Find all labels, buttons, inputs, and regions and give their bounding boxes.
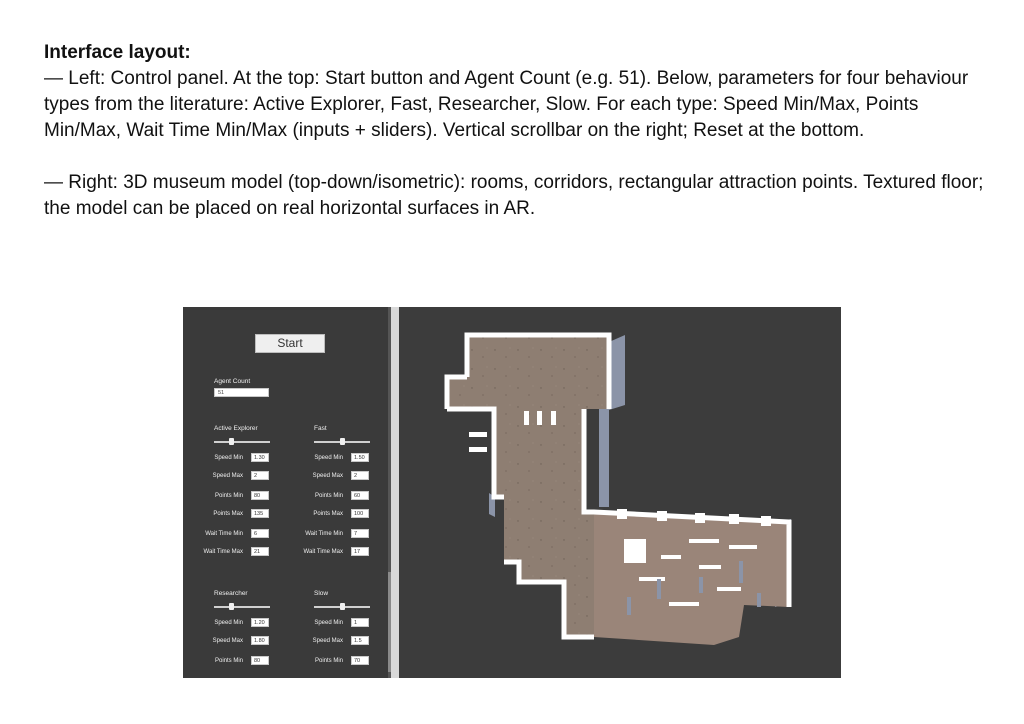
- param-label: Speed Min: [214, 620, 243, 626]
- description-text: [44, 40, 994, 222]
- slider-track[interactable]: [214, 606, 270, 608]
- param-label: Speed Max: [312, 638, 343, 644]
- description-right-panel: — Right: 3D museum model (top-down/isometric): rooms, corridors, rectangular attraction points. Textured floor; the model can be placed on real horizontal surfaces in AR.: [44, 172, 984, 219]
- param-input[interactable]: 7: [351, 529, 369, 538]
- param-input[interactable]: 100: [351, 509, 369, 518]
- museum-model: [399, 307, 841, 678]
- group-title: Researcher: [214, 590, 248, 597]
- param-input[interactable]: 60: [351, 491, 369, 500]
- param-label: Wait Time Min: [205, 531, 243, 537]
- floor-upper-hall: [447, 335, 609, 409]
- param-label: Speed Min: [214, 455, 243, 461]
- group-slider[interactable]: [314, 438, 370, 445]
- param-label: Wait Time Max: [303, 549, 343, 555]
- param-input[interactable]: 70: [351, 656, 369, 665]
- param-input[interactable]: 80: [251, 656, 269, 665]
- start-button[interactable]: Start: [255, 334, 325, 353]
- app-screenshot: [183, 307, 841, 678]
- agent-count-label: Agent Count: [214, 378, 251, 385]
- param-input[interactable]: 1: [351, 618, 369, 627]
- param-label: Speed Min: [314, 455, 343, 461]
- param-label: Points Max: [313, 511, 343, 517]
- param-label: Speed Min: [314, 620, 343, 626]
- param-label: Speed Max: [212, 638, 243, 644]
- group-title: Fast: [314, 425, 327, 432]
- param-input[interactable]: 1.5: [351, 636, 369, 645]
- group-title: Active Explorer: [214, 425, 258, 432]
- agent-count-input[interactable]: 51: [214, 388, 269, 397]
- museum-3d-view[interactable]: [399, 307, 841, 678]
- control-panel: [183, 307, 391, 678]
- param-label: Points Min: [314, 658, 343, 664]
- param-label: Points Min: [214, 493, 243, 499]
- param-label: Points Max: [213, 511, 243, 517]
- param-label: Speed Max: [212, 473, 243, 479]
- param-label: Points Min: [314, 493, 343, 499]
- param-input[interactable]: 1.50: [351, 453, 369, 462]
- slider-handle[interactable]: [340, 438, 345, 445]
- param-input[interactable]: 1.20: [251, 618, 269, 627]
- param-input[interactable]: 2: [351, 471, 369, 480]
- param-label: Wait Time Max: [203, 549, 243, 555]
- group-slider[interactable]: [214, 438, 270, 445]
- param-input[interactable]: 1.80: [251, 636, 269, 645]
- panel-divider: [391, 307, 399, 678]
- group-slider[interactable]: [314, 603, 370, 610]
- param-input[interactable]: 135: [251, 509, 269, 518]
- param-input[interactable]: 80: [251, 491, 269, 500]
- slider-handle[interactable]: [229, 603, 234, 610]
- param-input[interactable]: 21: [251, 547, 269, 556]
- attraction-block-main: [624, 539, 646, 563]
- description-left-panel: — Left: Control panel. At the top: Start button and Agent Count (e.g. 51). Below, parameters for four behaviour types from the literature: Active Explorer, Fast, Researcher, Slow. For each type: Speed Min/Max, Points Min/Max, Wait Time Min/Max (inputs + sliders). Vertical scrollbar on the right; Reset at the bottom.: [44, 68, 969, 141]
- param-label: Wait Time Min: [305, 531, 343, 537]
- description-heading: Interface layout:: [44, 42, 191, 63]
- param-input[interactable]: 2: [251, 471, 269, 480]
- param-input[interactable]: 1.30: [251, 453, 269, 462]
- slider-handle[interactable]: [340, 603, 345, 610]
- param-label: Points Min: [214, 658, 243, 664]
- slider-handle[interactable]: [229, 438, 234, 445]
- param-input[interactable]: 6: [251, 529, 269, 538]
- floor-right-hall: [594, 512, 789, 645]
- group-title: Slow: [314, 590, 329, 597]
- floor-corridor: [494, 409, 594, 637]
- group-slider[interactable]: [214, 603, 270, 610]
- param-input[interactable]: 17: [351, 547, 369, 556]
- param-label: Speed Max: [312, 473, 343, 479]
- slider-track[interactable]: [214, 441, 270, 443]
